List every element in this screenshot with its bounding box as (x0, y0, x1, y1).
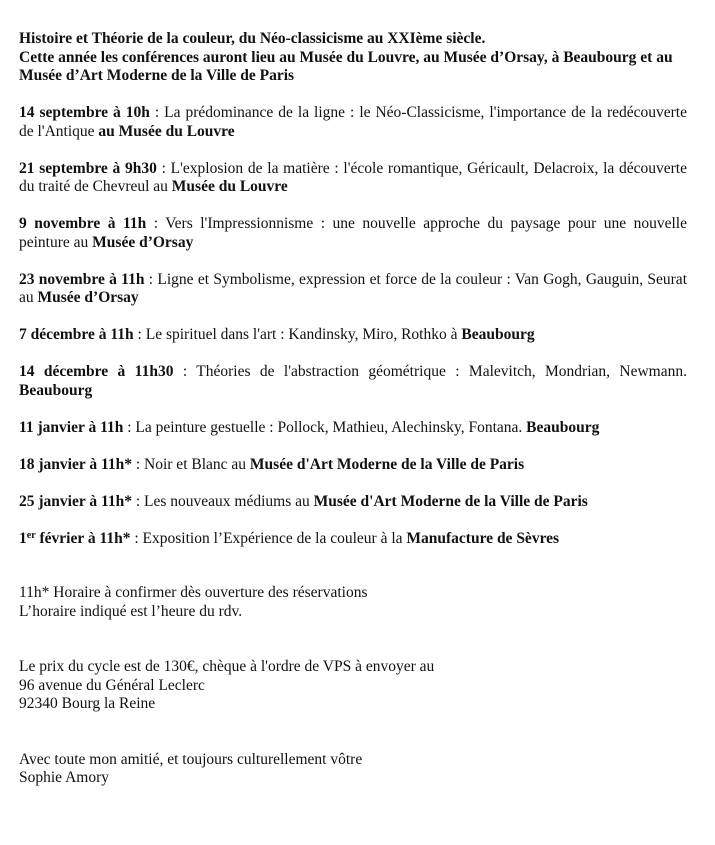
entry-venue: au Musée du Louvre (98, 122, 235, 140)
schedule-entry (19, 419, 687, 438)
entry-venue: Musée d'Art Moderne de la Ville de Paris (249, 455, 525, 473)
entry-text: : Ligne et Symbolisme, expression et force de la couleur : Van Gogh, Gauguin, Seurat au (19, 270, 687, 306)
entry-date: 9 novembre à 11h (19, 215, 147, 232)
schedule-entry (19, 493, 687, 512)
entry-date-day: 1 (19, 529, 27, 547)
pricing-text: Le prix du cycle est de 130€, chèque à l'ordre de VPS à envoyer au (19, 658, 435, 675)
address-street: 96 avenue du Général Leclerc (19, 676, 205, 694)
header-title: Histoire et Théorie de la couleur, du Néo-classicisme au XXIème siècle. (19, 30, 486, 47)
entry-date: 21 septembre à 9h30 (19, 159, 157, 177)
schedule-entry (19, 363, 687, 400)
note-meeting-time: L’horaire indiqué est l’heure du rdv. (19, 602, 243, 620)
schedule-entry (19, 160, 687, 197)
entry-text: : La peinture gestuelle : Pollock, Mathieu, Alechinsky, Fontana. (123, 418, 527, 436)
entry-date: 11 janvier à 11h (19, 418, 124, 436)
entry-venue: Beaubourg (19, 381, 93, 399)
entry-date-ordinal: er (26, 529, 36, 541)
document-page (19, 30, 687, 788)
schedule-entry (19, 104, 687, 141)
entry-venue: Manufacture de Sèvres (406, 529, 560, 547)
address-city: 92340 Bourg la Reine (19, 695, 156, 712)
entry-date (19, 530, 131, 547)
signoff-greeting: Avec toute mon amitié, et toujours culturellement vôtre (19, 750, 363, 768)
schedule-notes (19, 584, 687, 621)
entry-date: 23 novembre à 11h (19, 270, 145, 288)
entry-date-rest: février à 11h* (35, 529, 131, 547)
signoff-signature: Sophie Amory (19, 769, 109, 786)
schedule-entry (19, 326, 687, 345)
entry-date: 14 septembre à 10h (19, 104, 150, 121)
header-venues: Cette année les conférences auront lieu au Musée du Louvre, au Musée d’Orsay, à Beaubourg et au Musée d’Art Moderne de la Ville de Paris (19, 48, 673, 84)
entry-text: : Vers l'Impressionnisme : une nouvelle approche du paysage pour une nouvelle peinture au (19, 215, 687, 251)
entry-venue: Musée du Louvre (171, 178, 288, 195)
entry-text: : Théories de l'abstraction géométrique : Malevitch, Mondrian, Newmann. (173, 363, 687, 380)
entry-text: : Noir et Blanc au (131, 455, 250, 473)
entry-venue: Musée d'Art Moderne de la Ville de Paris (313, 492, 588, 510)
entry-venue: Musée d’Orsay (37, 289, 139, 306)
entry-date: 18 janvier à 11h* (19, 455, 132, 473)
entry-venue: Beaubourg (526, 418, 600, 436)
entry-venue: Musée d’Orsay (92, 233, 194, 251)
schedule-entry-last (19, 530, 687, 549)
entry-date: 14 décembre à 11h30 (19, 363, 174, 380)
schedule-entry (19, 215, 687, 252)
schedule-entry (19, 456, 687, 475)
document-header (19, 30, 687, 86)
entry-text: : Exposition l’Expérience de la couleur à la (130, 529, 407, 547)
entry-text: : Les nouveaux médiums au (131, 492, 314, 510)
entry-date: 25 janvier à 11h* (19, 492, 132, 510)
entry-venue: Beaubourg (461, 326, 535, 343)
entry-text: : La prédominance de la ligne : le Néo-Classicisme, l'importance de la redécouverte de l'Antique (19, 104, 687, 140)
entry-date: 7 décembre à 11h (19, 326, 134, 343)
signoff-block (19, 751, 687, 788)
note-time-confirmation: 11h* Horaire à confirmer dès ouverture des réservations (19, 584, 368, 601)
entry-text: : L'explosion de la matière : l'école romantique, Géricault, Delacroix, la découverte du traité de Chevreul au (19, 159, 687, 195)
entry-text: : Le spirituel dans l'art : Kandinsky, Miro, Rothko à (133, 326, 462, 343)
pricing-block (19, 658, 687, 714)
schedule-entry (19, 271, 687, 308)
